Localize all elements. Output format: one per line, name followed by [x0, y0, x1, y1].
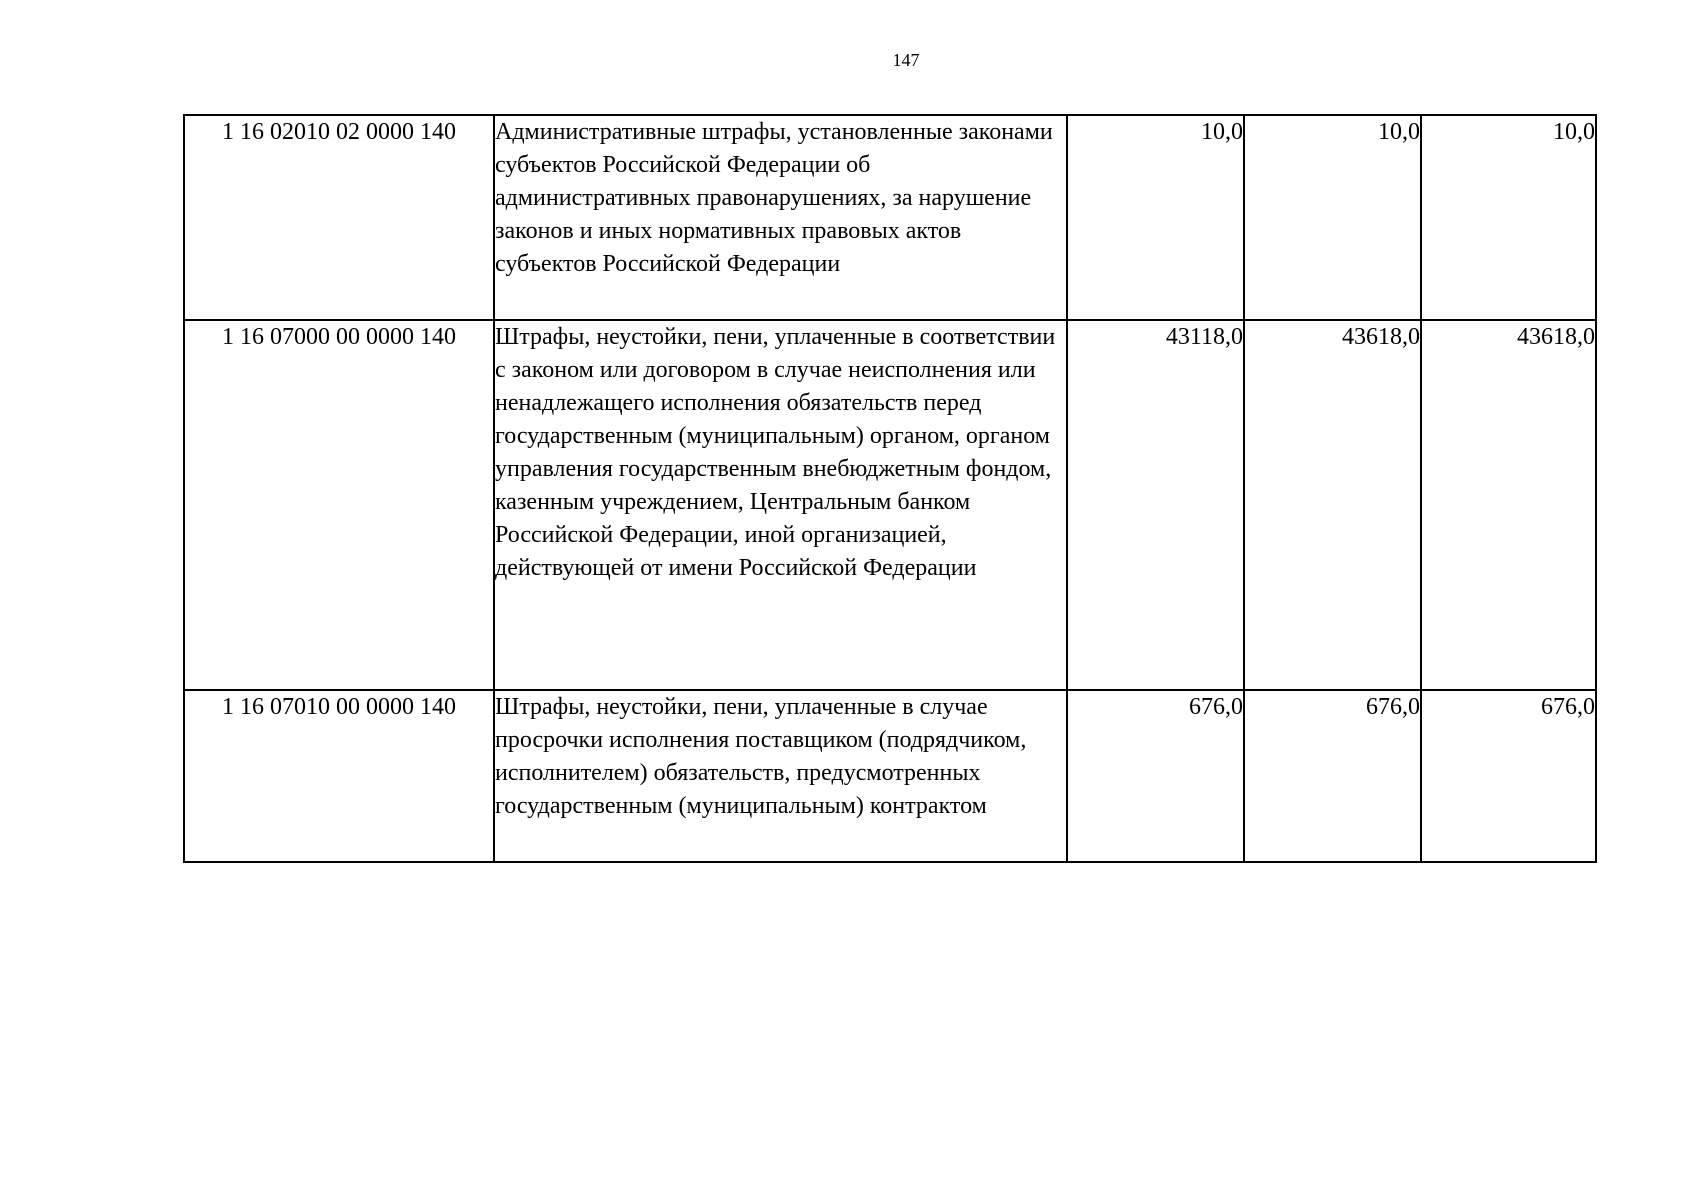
revenue-description: Штрафы, неустойки, пени, уплаченные в случае просрочки исполнения поставщиком (подрядчиком, исполнителем) обязательств, предусмотренных государственным (муниципальным) контрактом — [494, 690, 1067, 862]
table-row — [184, 115, 1596, 320]
amount-year-3: 10,0 — [1421, 115, 1596, 320]
amount-year-2: 676,0 — [1244, 690, 1421, 862]
budget-revenue-table — [183, 114, 1597, 863]
amount-year-3: 43618,0 — [1421, 320, 1596, 690]
page-number: 147 — [892, 50, 920, 70]
budget-classification-code: 1 16 07010 00 0000 140 — [184, 690, 494, 862]
table-row — [184, 690, 1596, 862]
table-row — [184, 320, 1596, 690]
amount-year-2: 10,0 — [1244, 115, 1421, 320]
budget-classification-code: 1 16 07000 00 0000 140 — [184, 320, 494, 690]
amount-year-2: 43618,0 — [1244, 320, 1421, 690]
revenue-description: Административные штрафы, установленные законами субъектов Российской Федерации об административных правонарушениях, за нарушение законов и иных нормативных правовых актов субъектов Российской Федерации — [494, 115, 1067, 320]
amount-year-1: 10,0 — [1067, 115, 1244, 320]
amount-year-3: 676,0 — [1421, 690, 1596, 862]
amount-year-1: 676,0 — [1067, 690, 1244, 862]
amount-year-1: 43118,0 — [1067, 320, 1244, 690]
revenue-description: Штрафы, неустойки, пени, уплаченные в соответствии с законом или договором в случае неисполнения или ненадлежащего исполнения обязательств перед государственным (муниципальным) органом, органом управления государственным внебюджетным фондом, казенным учреждением, Центральным банком Российской Федерации, иной организацией, действующей от имени Российской Федерации — [494, 320, 1067, 690]
budget-classification-code: 1 16 02010 02 0000 140 — [184, 115, 494, 320]
